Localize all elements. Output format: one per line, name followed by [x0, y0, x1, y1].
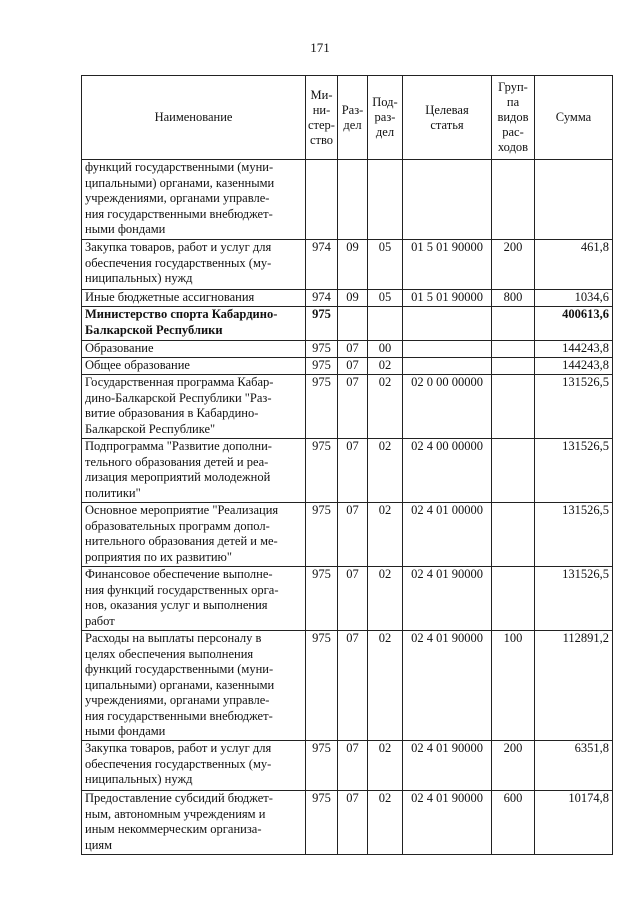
- row-name: функций государственными (муни- ципальными) органами, казенными учреждениями, органами управле- ния государственными внебюджет- ными фондами: [82, 160, 306, 240]
- row-target: 02 4 00 00000: [403, 439, 492, 503]
- header-subsection: Под- раз- дел: [368, 76, 403, 160]
- row-subsection: 02: [368, 503, 403, 567]
- row-subsection: 02: [368, 741, 403, 791]
- table-row: [82, 358, 613, 375]
- row-group: [492, 503, 535, 567]
- row-sum: 461,8: [535, 240, 613, 290]
- row-name: Иные бюджетные ассигнования: [82, 290, 306, 307]
- row-ministry: 975: [306, 358, 338, 375]
- row-group: [492, 341, 535, 358]
- header-target: Целевая статья: [403, 76, 492, 160]
- row-section: [338, 160, 368, 240]
- table-row: [82, 631, 613, 741]
- row-section: 07: [338, 567, 368, 631]
- row-target: 02 4 01 90000: [403, 791, 492, 855]
- row-group: 200: [492, 240, 535, 290]
- row-section: 07: [338, 439, 368, 503]
- row-subsection: [368, 307, 403, 341]
- row-section: 07: [338, 631, 368, 741]
- row-subsection: 02: [368, 567, 403, 631]
- row-target: 02 4 01 90000: [403, 741, 492, 791]
- row-target: 02 4 01 90000: [403, 567, 492, 631]
- row-target: 01 5 01 90000: [403, 290, 492, 307]
- row-target: [403, 358, 492, 375]
- table-row: [82, 341, 613, 358]
- row-group: [492, 439, 535, 503]
- row-name: Министерство спорта Кабардино- Балкарской Республики: [82, 307, 306, 341]
- row-name: Подпрограмма "Развитие дополни- тельного образования детей и реа- лизация мероприятий молодежной политики": [82, 439, 306, 503]
- table-row: [82, 791, 613, 855]
- row-group: [492, 160, 535, 240]
- row-name: Расходы на выплаты персоналу в целях обеспечения выполнения функций государственными (муни- ципальными) органами, казенными учреждениями, органами управле- ния государственными внебюджет- ными фондами: [82, 631, 306, 741]
- row-section: 09: [338, 240, 368, 290]
- row-sum: 112891,2: [535, 631, 613, 741]
- row-target: 02 4 01 00000: [403, 503, 492, 567]
- row-subsection: 02: [368, 631, 403, 741]
- row-ministry: 975: [306, 503, 338, 567]
- row-name: Закупка товаров, работ и услуг для обеспечения государственных (му- ниципальных) нужд: [82, 741, 306, 791]
- row-ministry: 975: [306, 741, 338, 791]
- row-section: 07: [338, 741, 368, 791]
- row-ministry: 975: [306, 341, 338, 358]
- row-name: Основное мероприятие "Реализация образовательных программ допол- нительного образования детей и ме- роприятия по их развитию": [82, 503, 306, 567]
- row-section: 07: [338, 503, 368, 567]
- row-target: 02 4 01 90000: [403, 631, 492, 741]
- table-row: [82, 503, 613, 567]
- row-section: 07: [338, 358, 368, 375]
- row-sum: 6351,8: [535, 741, 613, 791]
- row-target: [403, 341, 492, 358]
- row-ministry: 975: [306, 791, 338, 855]
- table-row: [82, 290, 613, 307]
- header-section: Раз- дел: [338, 76, 368, 160]
- row-name: Образование: [82, 341, 306, 358]
- row-subsection: 02: [368, 375, 403, 439]
- row-group: [492, 358, 535, 375]
- row-target: 02 0 00 00000: [403, 375, 492, 439]
- row-ministry: 974: [306, 290, 338, 307]
- table-row: [82, 439, 613, 503]
- row-sum: 131526,5: [535, 439, 613, 503]
- row-sum: 1034,6: [535, 290, 613, 307]
- table-row: [82, 307, 613, 341]
- row-group: 600: [492, 791, 535, 855]
- row-sum: [535, 160, 613, 240]
- row-sum: 10174,8: [535, 791, 613, 855]
- header-sum: Сумма: [535, 76, 613, 160]
- row-subsection: [368, 160, 403, 240]
- table-row: [82, 375, 613, 439]
- row-group: [492, 307, 535, 341]
- row-group: [492, 375, 535, 439]
- row-group: 100: [492, 631, 535, 741]
- row-section: 07: [338, 341, 368, 358]
- row-ministry: 975: [306, 375, 338, 439]
- row-name: Закупка товаров, работ и услуг для обеспечения государственных (му- ниципальных) нужд: [82, 240, 306, 290]
- row-target: 01 5 01 90000: [403, 240, 492, 290]
- row-name: Общее образование: [82, 358, 306, 375]
- budget-table: [81, 75, 613, 855]
- row-sum: 400613,6: [535, 307, 613, 341]
- row-subsection: 05: [368, 240, 403, 290]
- row-group: 200: [492, 741, 535, 791]
- row-ministry: 975: [306, 567, 338, 631]
- row-sum: 144243,8: [535, 341, 613, 358]
- row-sum: 131526,5: [535, 567, 613, 631]
- row-subsection: 02: [368, 358, 403, 375]
- row-subsection: 02: [368, 439, 403, 503]
- row-subsection: 02: [368, 791, 403, 855]
- row-name: Предоставление субсидий бюджет- ным, автономным учреждениям и иным некоммерческим организа- циям: [82, 791, 306, 855]
- header-name: Наименование: [82, 76, 306, 160]
- header-row: [82, 76, 613, 160]
- row-group: 800: [492, 290, 535, 307]
- row-sum: 131526,5: [535, 375, 613, 439]
- row-section: 07: [338, 791, 368, 855]
- row-name: Финансовое обеспечение выполне- ния функций государственных орга- нов, оказания услуг и выполнения работ: [82, 567, 306, 631]
- row-ministry: 974: [306, 240, 338, 290]
- row-group: [492, 567, 535, 631]
- table-row: [82, 741, 613, 791]
- row-ministry: [306, 160, 338, 240]
- row-subsection: 05: [368, 290, 403, 307]
- page-number: 171: [310, 40, 330, 55]
- table-row: [82, 240, 613, 290]
- row-target: [403, 307, 492, 341]
- row-ministry: 975: [306, 307, 338, 341]
- header-ministry: Ми- ни- стер- ство: [306, 76, 338, 160]
- header-group: Груп- па видов рас- ходов: [492, 76, 535, 160]
- row-subsection: 00: [368, 341, 403, 358]
- table-row: [82, 160, 613, 240]
- row-target: [403, 160, 492, 240]
- row-ministry: 975: [306, 439, 338, 503]
- row-ministry: 975: [306, 631, 338, 741]
- row-section: [338, 307, 368, 341]
- row-sum: 144243,8: [535, 358, 613, 375]
- row-section: 09: [338, 290, 368, 307]
- row-section: 07: [338, 375, 368, 439]
- row-name: Государственная программа Кабар- дино-Балкарской Республики "Раз- витие образования в Кабардино- Балкарской Республике": [82, 375, 306, 439]
- table-row: [82, 567, 613, 631]
- row-sum: 131526,5: [535, 503, 613, 567]
